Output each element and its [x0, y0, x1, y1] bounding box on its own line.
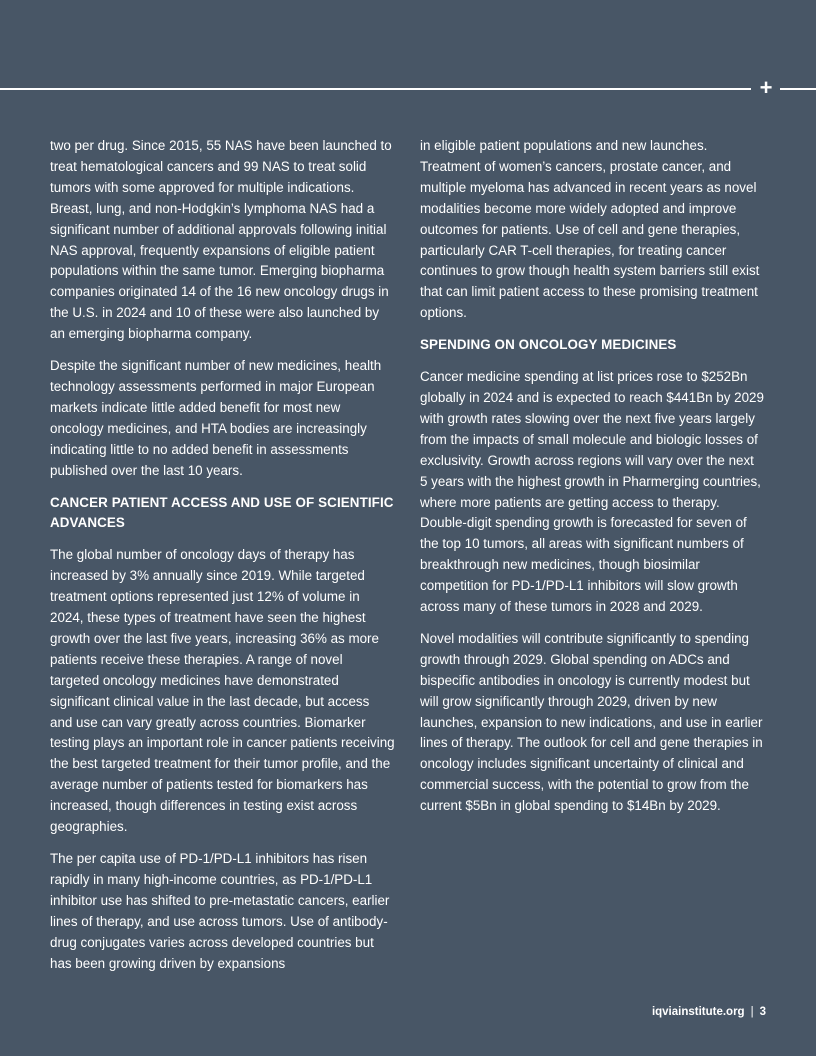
body-paragraph: Novel modalities will contribute significantly to spending growth through 2029. Global spending on ADCs and bispecific antibodies in oncology is currently modest but will grow significantly through 2029, driven by new launches, expansion to new indications, and use in earlier lines of therapy. The outlook for cell and gene therapies in oncology includes significant uncertainty of clinical and commercial success, with the potential to grow from the current $5Bn in global spending to $14Bn by 2029.	[420, 630, 763, 814]
page-number: 3	[759, 1006, 766, 1018]
header-rule-left	[0, 88, 751, 90]
body-paragraph: The per capita use of PD-1/PD-L1 inhibitors has risen rapidly in many high-income countries, as PD-1/PD-L1 inhibitor use has shifted to pre-metastatic cancers, earlier lines of therapy, and use across tumors. Use of antibody-drug conjugates varies across developed countries but has been growing driven by expansions	[50, 851, 390, 971]
left-column	[50, 136, 395, 985]
plus-icon: +	[759, 75, 773, 100]
body-paragraph: in eligible patient populations and new launches. Treatment of women’s cancers, prostate cancer, and multiple myeloma has advanced in recent years as novel modalities become more widely adopted and improve outcomes for patients. Use of cell and gene therapies, particularly CAR T-cell therapies, for treating cancer continues to grow though health system barriers still exist that can limit patient access to these promising treatment options.	[420, 138, 760, 321]
right-column	[420, 136, 765, 828]
section-heading: CANCER PATIENT ACCESS AND USE OF SCIENTIFIC ADVANCES	[50, 494, 394, 531]
body-paragraph: Cancer medicine spending at list prices rose to $252Bn globally in 2024 and is expected to reach $441Bn by 2029 with growth rates slowing over the next five years largely from the impacts of small molecule and biologic losses of exclusivity. Growth across regions will vary over the next 5 years with the highest growth in Pharmerging countries, where more patients are getting access to therapy. Double-digit spending growth is forecasted for seven of the top 10 tumors, all areas with significant numbers of breakthrough new medicines, though biosimilar competition for PD-1/PD-L1 inhibitors will slow growth across many of these tumors in 2028 and 2029.	[420, 369, 764, 615]
body-paragraph: two per drug. Since 2015, 55 NAS have been launched to treat hematological cancers and 99 NAS to treat solid tumors with some approved for multiple indications. Breast, lung, and non-Hodgkin’s lymphoma NAS had a significant number of additional approvals following initial NAS approval, frequently expansions of eligible patient populations within the same tumor. Emerging biopharma companies originated 14 of the 16 new oncology drugs in the U.S. in 2024 and 10 of these were also launched by an emerging biopharma company.	[50, 138, 392, 342]
body-paragraph: Despite the significant number of new medicines, health technology assessments performed in major European markets indicate little added benefit for most new oncology medicines, and HTA bodies are increasingly indicating little to no added benefit in assessments published over the last 10 years.	[50, 358, 382, 478]
section-heading: SPENDING ON ONCOLOGY MEDICINES	[420, 337, 677, 353]
footer-separator: |	[750, 1006, 754, 1018]
header-rule-right	[780, 88, 816, 90]
footer-site-link[interactable]: iqviainstitute.org	[651, 1006, 745, 1018]
page-footer	[652, 1006, 766, 1018]
body-paragraph: The global number of oncology days of therapy has increased by 3% annually since 2019. While targeted treatment options represented just 12% of volume in 2024, these types of treatment have seen the highest growth over the last five years, increasing 36% as more patients receive these therapies. A range of novel targeted oncology medicines have demonstrated significant clinical value in the last decade, but access and use can vary greatly across countries. Biomarker testing plays an important role in cancer patients receiving the best targeted treatment for their tumor profile, and the average number of patients tested for biomarkers has increased, though differences in testing exist across geographies.	[50, 547, 395, 835]
